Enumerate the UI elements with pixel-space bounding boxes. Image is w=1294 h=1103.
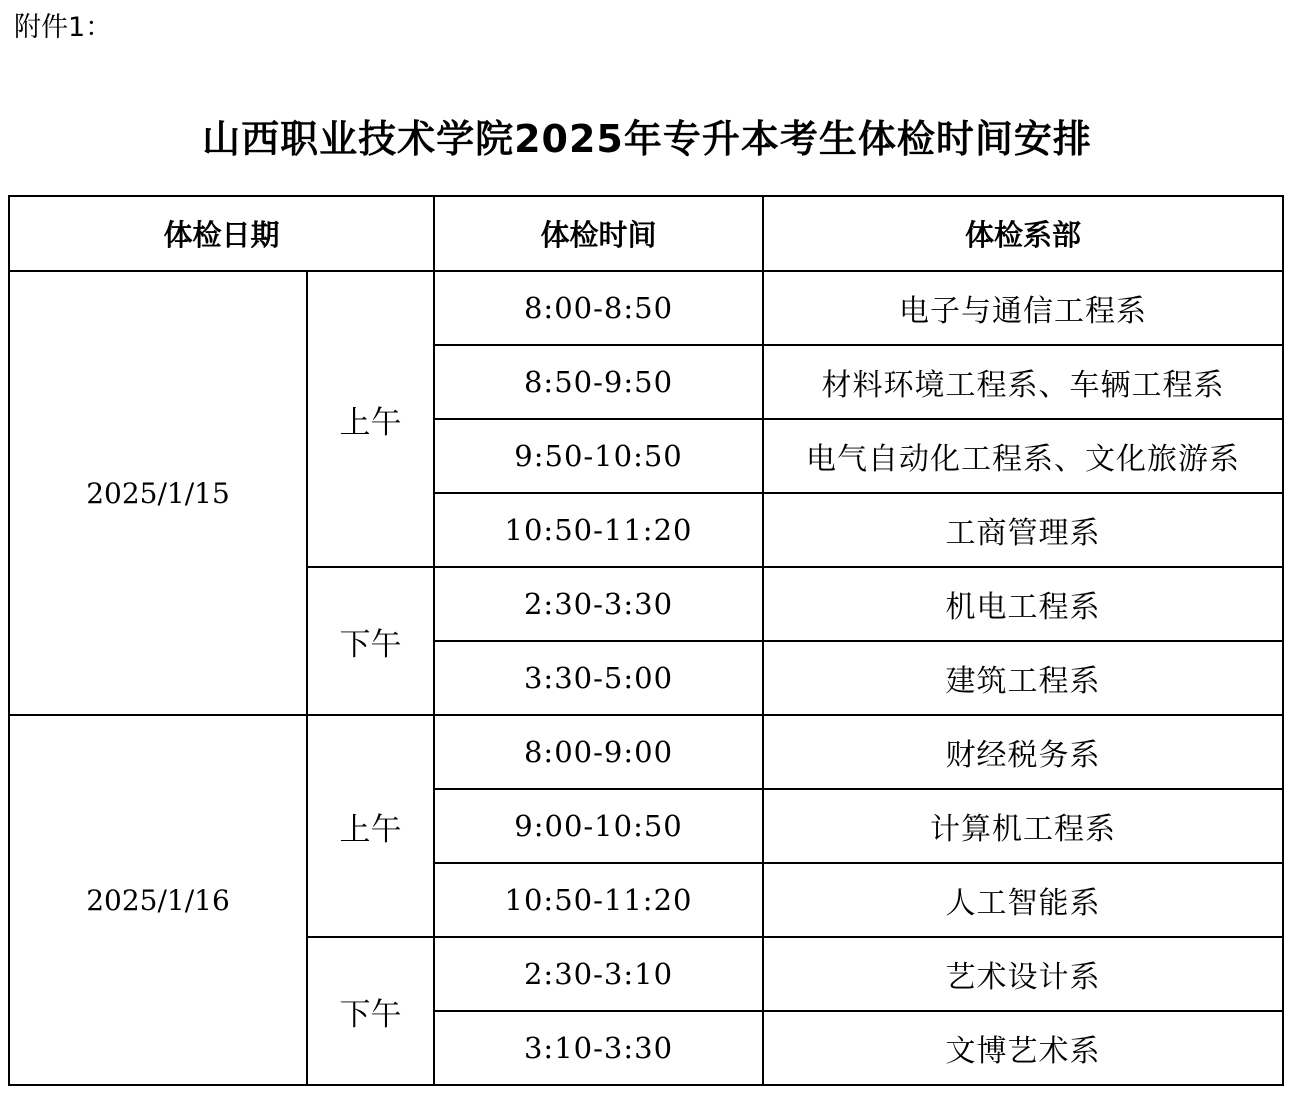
time-cell: 2:30-3:10 bbox=[434, 937, 763, 1011]
dept-cell: 工商管理系 bbox=[763, 493, 1283, 567]
header-date: 体检日期 bbox=[9, 196, 434, 271]
dept-cell: 电气自动化工程系、文化旅游系 bbox=[763, 419, 1283, 493]
period-cell: 上午 bbox=[307, 715, 434, 937]
header-dept: 体检系部 bbox=[763, 196, 1283, 271]
time-cell: 10:50-11:20 bbox=[434, 863, 763, 937]
table-row bbox=[9, 715, 1283, 789]
time-cell: 8:00-9:00 bbox=[434, 715, 763, 789]
dept-cell: 文博艺术系 bbox=[763, 1011, 1283, 1085]
schedule-table bbox=[8, 195, 1284, 1086]
period-cell: 下午 bbox=[307, 937, 434, 1085]
dept-cell: 机电工程系 bbox=[763, 567, 1283, 641]
dept-cell: 人工智能系 bbox=[763, 863, 1283, 937]
dept-cell: 计算机工程系 bbox=[763, 789, 1283, 863]
page-title: 山西职业技术学院2025年专升本考生体检时间安排 bbox=[202, 117, 1092, 161]
dept-cell: 财经税务系 bbox=[763, 715, 1283, 789]
time-cell: 10:50-11:20 bbox=[434, 493, 763, 567]
period-cell: 上午 bbox=[307, 271, 434, 567]
date-cell: 2025/1/16 bbox=[9, 715, 307, 1085]
time-cell: 3:10-3:30 bbox=[434, 1011, 763, 1085]
time-cell: 8:50-9:50 bbox=[434, 345, 763, 419]
table-row bbox=[9, 271, 1283, 345]
attachment-label: 附件1： bbox=[14, 12, 113, 43]
time-cell: 9:00-10:50 bbox=[434, 789, 763, 863]
date-cell: 2025/1/15 bbox=[9, 271, 307, 715]
period-cell: 下午 bbox=[307, 567, 434, 715]
dept-cell: 电子与通信工程系 bbox=[763, 271, 1283, 345]
header-time: 体检时间 bbox=[434, 196, 763, 271]
time-cell: 9:50-10:50 bbox=[434, 419, 763, 493]
dept-cell: 艺术设计系 bbox=[763, 937, 1283, 1011]
header-row bbox=[9, 196, 1283, 271]
time-cell: 3:30-5:00 bbox=[434, 641, 763, 715]
dept-cell: 材料环境工程系、车辆工程系 bbox=[763, 345, 1283, 419]
dept-cell: 建筑工程系 bbox=[763, 641, 1283, 715]
time-cell: 2:30-3:30 bbox=[434, 567, 763, 641]
time-cell: 8:00-8:50 bbox=[434, 271, 763, 345]
